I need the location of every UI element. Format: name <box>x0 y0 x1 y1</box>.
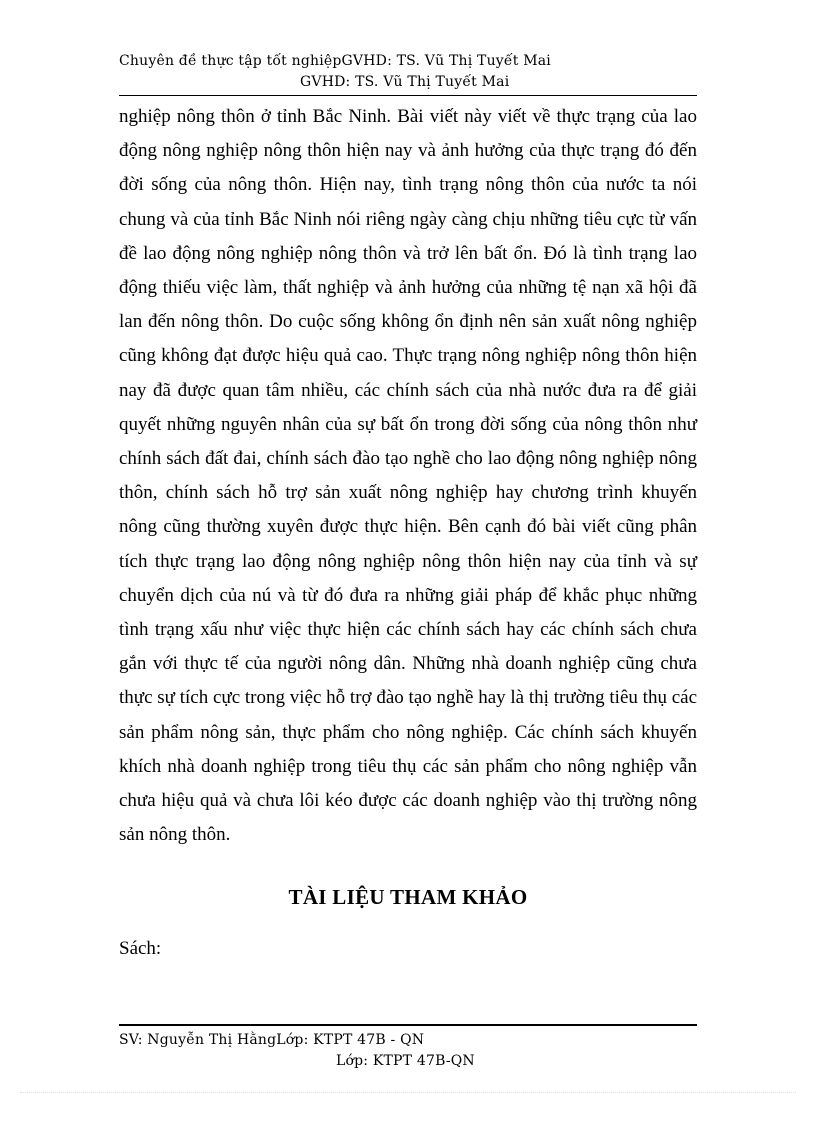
footer-divider <box>119 1024 697 1026</box>
footer-line-1: SV: Nguyễn Thị HằngLớp: KTPT 47B - QN <box>119 1032 425 1048</box>
references-title: TÀI LIỆU THAM KHẢO <box>288 885 528 909</box>
footer-line-2: Lớp: KTPT 47B-QN <box>336 1053 475 1069</box>
header-divider <box>119 95 697 96</box>
page-bottom-border <box>20 1092 796 1093</box>
header-line-1: Chuyên đề thực tập tốt nghiệpGVHD: TS. Vũ Thị Tuyết Mai <box>119 53 551 69</box>
header-line-2: GVHD: TS. Vũ Thị Tuyết Mai <box>300 74 510 90</box>
references-subheading: Sách: <box>119 938 162 959</box>
body-paragraph: nghiệp nông thôn ở tỉnh Bắc Ninh. Bài viết này viết về thực trạng của lao động nông nghiệp nông thôn hiện nay và ảnh hưởng của thực trạng đó đến đời sống của nông thôn. Hiện nay, tình trạng nông thôn của nước ta nói chung và của tỉnh Bắc Ninh nói riêng ngày càng chịu những tiêu cực từ vấn đề lao động nông nghiệp nông thôn và trở lên bất ổn. Đó là tình trạng lao động thiếu việc làm, thất nghiệp và ảnh hưởng của những tệ nạn xã hội đã lan đến nông thôn. Do cuộc sống không ổn định nên sản xuất nông nghiệp cũng không đạt được hiệu quả cao. Thực trạng nông nghiệp nông thôn hiện nay đã được quan tâm nhiều, các chính sách của nhà nước đưa ra để giải quyết những nguyên nhân của sự bất ổn trong đời sống của nông thôn như chính sách đất đai, chính sách đào tạo nghề cho lao động nông nghiệp nông thôn, chính sách hỗ trợ sản xuất nông nghiệp hay chương trình khuyến nông cũng thường xuyên được thực hiện. Bên cạnh đó bài viết cũng phân tích thực trạng lao động nông nghiệp nông thôn hiện nay của tỉnh và sự chuyển dịch của nú và từ đó đưa ra những giải pháp để khắc phục những tình trạng xấu như việc thực hiện các chính sách hay các chính sách chưa gắn với thực tế của người nông dân. Những nhà doanh nghiệp cũng chưa thực sự tích cực trong việc hỗ trợ đào tạo nghề hay là thị trường tiêu thụ các sản phẩm nông sản, thực phẩm cho nông nghiệp. Các chính sách khuyến khích nhà doanh nghiệp trong tiêu thụ các sản phẩm cho nông nghiệp vẫn chưa hiệu quả và chưa lôi kéo được các doanh nghiệp vào thị trường nông sản nông thôn. <box>119 106 697 846</box>
